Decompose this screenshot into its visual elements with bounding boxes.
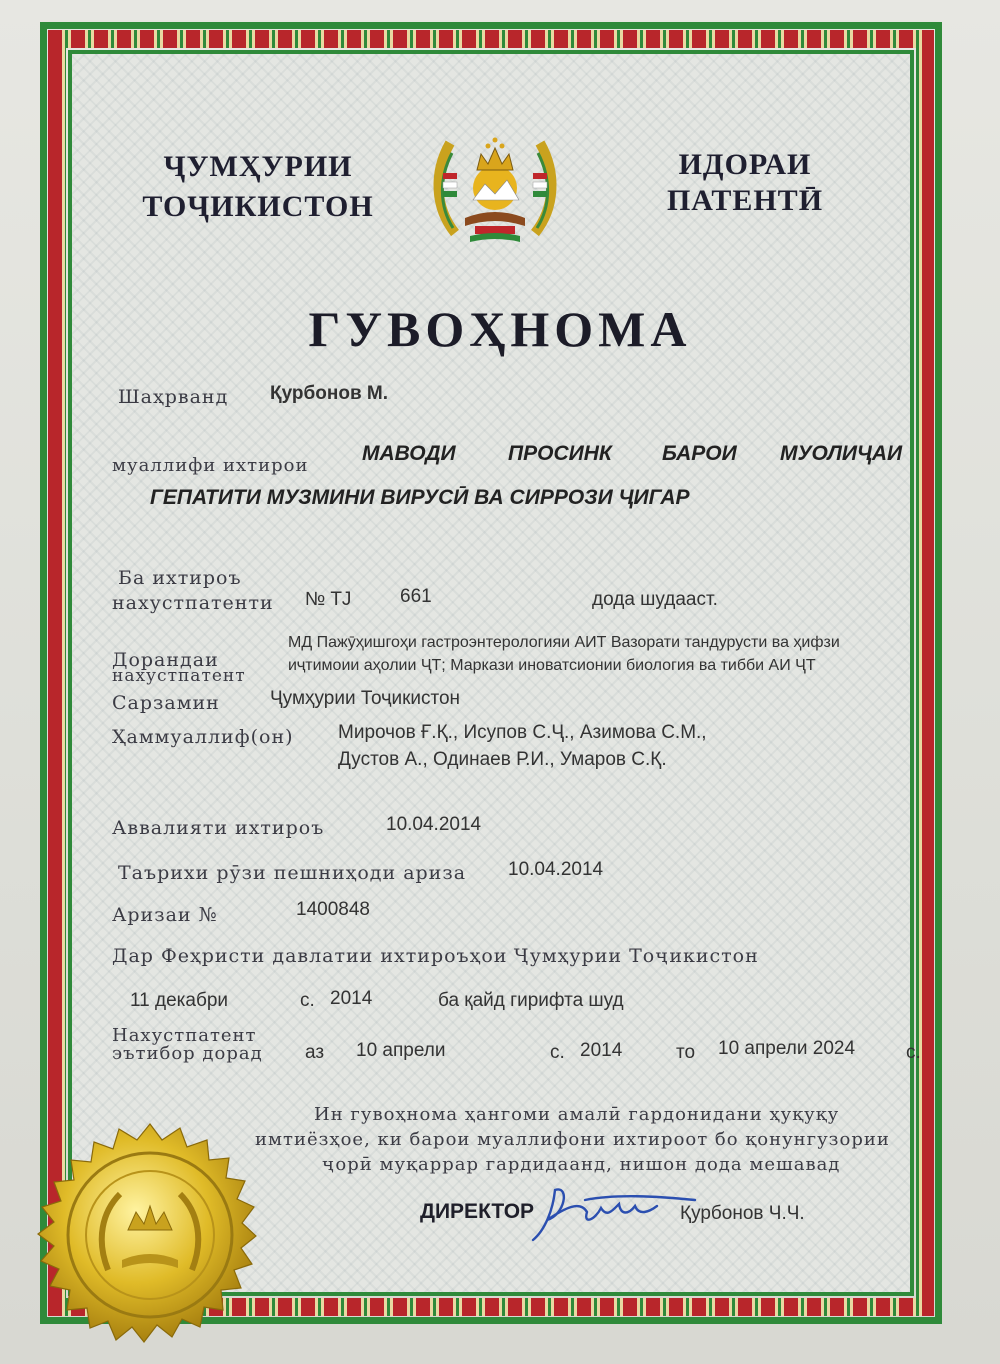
coauthors-label: Ҳаммуаллиф(он) — [112, 726, 294, 748]
director-name: Қурбонов Ч.Ч. — [680, 1203, 805, 1224]
citizen-label: Шаҳрванд — [118, 386, 229, 408]
registry-day-month: 11 декабри — [130, 990, 229, 1011]
patent-label-line2: нахустпатенти — [112, 592, 274, 614]
patent-label-line1: Ба ихтироъ — [118, 567, 242, 589]
holder-label-line1: Дорандаи — [112, 649, 219, 671]
coauthors-line2: Дустов А., Одинаев Р.И., Умаров С.Қ. — [338, 749, 667, 770]
patent-issued-text: дода шудааст. — [592, 589, 718, 610]
note-line3: ҷорӣ муқаррар гардидаанд, нишон дода мешавад — [322, 1154, 841, 1175]
validity-from-year: 2014 — [580, 1040, 623, 1061]
invention-word-2: ПРОСИНК — [508, 442, 612, 465]
validity-from-date: 10 апрели — [356, 1040, 446, 1061]
application-label: Аризаи № — [112, 904, 218, 926]
invention-word-4: МУОЛИҶАИ — [780, 442, 903, 465]
country-label: Сарзамин — [112, 692, 220, 714]
patent-number-prefix: № TJ — [305, 589, 352, 610]
priority-date: 10.04.2014 — [386, 814, 482, 835]
holder-label-line2: нахустпатент — [112, 666, 246, 686]
validity-from-year-prefix: с. — [550, 1042, 565, 1063]
registry-year: 2014 — [330, 988, 373, 1009]
validity-to-suffix: с. — [906, 1042, 921, 1063]
registry-text: Дар Феҳристи давлатии ихтироъҳои Ҷумҳурии Тоҷикистон — [112, 945, 759, 967]
filing-date-label: Таърихи рӯзи пешниҳоди ариза — [118, 862, 467, 884]
validity-to-date: 10 апрели 2024 — [718, 1038, 856, 1059]
coat-of-arms-emblem — [425, 118, 565, 253]
gold-seal — [30, 1120, 270, 1360]
validity-to-prefix: то — [676, 1042, 696, 1063]
director-label: ДИРЕКТОР — [420, 1200, 535, 1223]
document-title: ГУВОҲНОМА — [308, 301, 692, 357]
registry-year-prefix: с. — [300, 990, 315, 1011]
validity-from-prefix: аз — [305, 1042, 325, 1063]
validity-label-line1: Нахустпатент — [112, 1025, 257, 1046]
header-right-line1: ИДОРАИ — [678, 148, 812, 181]
country-value: Ҷумҳурии Тоҷикистон — [270, 688, 461, 709]
note-line1: Ин гувоҳнома ҳангоми амалӣ гардонидани ҳуқуқу — [314, 1104, 840, 1125]
priority-label: Аввалияти ихтироъ — [112, 817, 325, 839]
coauthors-line1: Мирочов Ғ.Қ., Исупов С.Ҷ., Азимова С.М., — [338, 722, 707, 743]
header-left-line2: ТОҶИКИСТОН — [142, 190, 374, 223]
application-number: 1400848 — [296, 899, 370, 920]
invention-word-3: БАРОИ — [662, 442, 737, 465]
director-signature — [525, 1170, 705, 1250]
filing-date-value: 10.04.2014 — [508, 859, 604, 880]
patent-number: 661 — [400, 586, 432, 607]
author-label: муаллифи ихтирои — [112, 455, 309, 476]
header-right-line2: ПАТЕНТӢ — [666, 184, 824, 217]
invention-word-1: МАВОДИ — [362, 442, 456, 465]
holder-value-line2: иҷтимоии аҳолии ҶТ; Маркази иноватсионии биология ва тибби АИ ҶТ — [288, 657, 816, 674]
header-left-line1: ҶУМҲУРИИ — [163, 150, 353, 183]
registry-suffix: ба қайд гирифта шуд — [438, 990, 624, 1011]
holder-value-line1: МД Пажӯҳишгоҳи гастроэнтерологияи АИТ Вазорати тандурусти ва ҳифзи — [288, 634, 840, 651]
validity-label-line2: эътибор дорад — [112, 1043, 263, 1064]
citizen-name: Қурбонов М. — [270, 383, 389, 404]
invention-title-line2: ГЕПАТИТИ МУЗМИНИ ВИРУСӢ ВА СИРРОЗИ ҶИГАР — [150, 486, 690, 509]
note-line2: имтиёзҳое, ки барои муаллифони ихтироот бо қонунгузории — [255, 1129, 890, 1150]
